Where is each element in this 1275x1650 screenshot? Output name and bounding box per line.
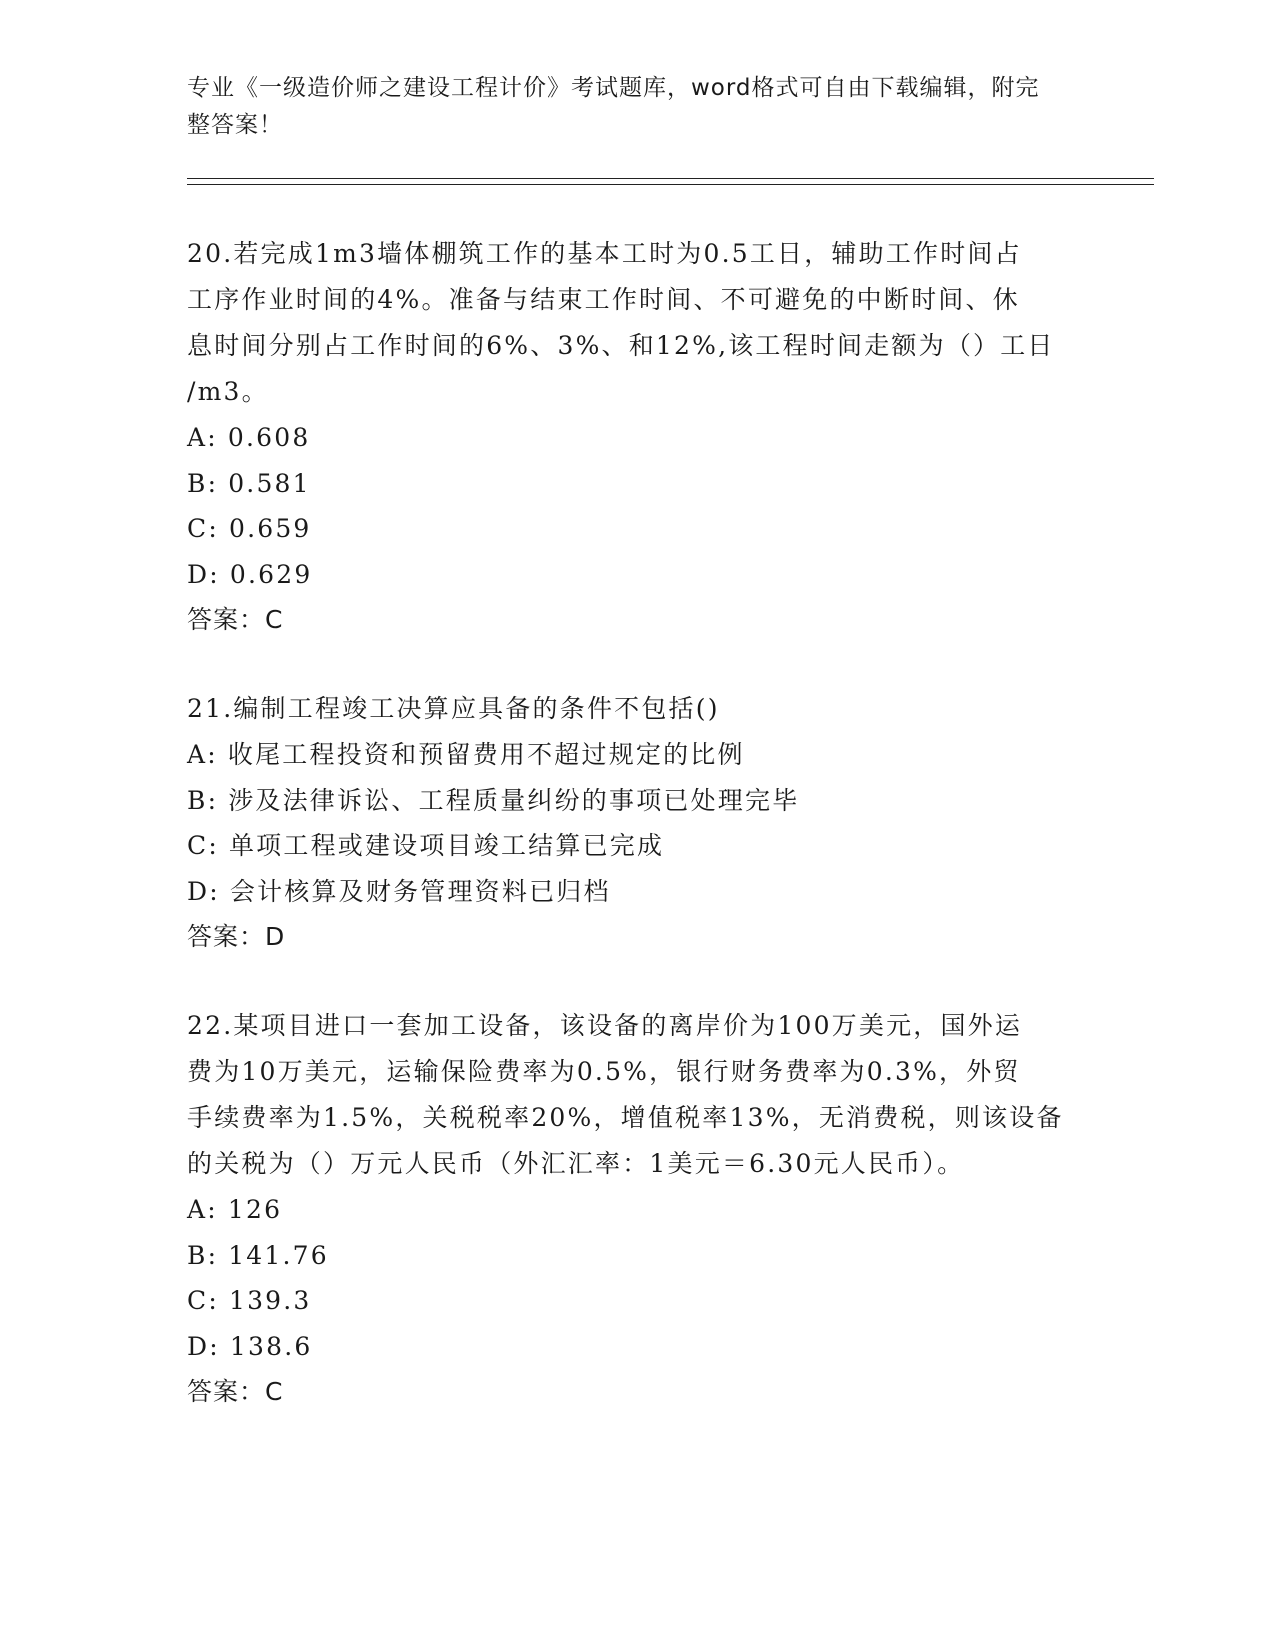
option-separator: :: [208, 831, 219, 860]
question-stem-line: /m3。: [187, 377, 269, 406]
answer-label: 答案：: [187, 1377, 266, 1406]
question-22: [187, 1003, 1087, 1415]
question-stem-line: 息时间分别占工作时间的6%、3%、和12%,该工程时间走额为（）工日: [187, 331, 1055, 360]
option-a: [187, 1187, 1087, 1233]
question-20: [187, 231, 1087, 643]
header-note: [187, 70, 1087, 144]
option-text: 139.3: [228, 1286, 312, 1315]
option-letter: C: [187, 1286, 209, 1315]
option-letter: C: [187, 514, 209, 543]
question-stem-line: 20.若完成1m3墙体棚筑工作的基本工时为0.5工日，辅助工作时间占: [187, 239, 1022, 268]
option-separator: :: [207, 740, 218, 769]
answer-value: D: [265, 922, 286, 951]
option-text: 单项工程或建设项目竣工结算已完成: [228, 831, 665, 860]
option-separator: :: [207, 1240, 219, 1270]
option-text: 会计核算及财务管理资料已归档: [229, 876, 611, 906]
option-text: 涉及法律诉讼、工程质量纠纷的事项已处理完毕: [228, 785, 800, 815]
option-separator: :: [208, 1286, 219, 1315]
option-separator: :: [207, 468, 219, 498]
option-b: [187, 461, 1087, 507]
option-d: [187, 869, 1087, 915]
option-letter: B: [187, 1240, 208, 1270]
option-letter: B: [187, 468, 208, 498]
answer-value: C: [265, 1377, 284, 1406]
option-text: 收尾工程投资和预留费用不超过规定的比例: [227, 740, 745, 769]
header-rule-bottom: [187, 184, 1154, 185]
option-letter: B: [187, 785, 208, 815]
option-d: [187, 1324, 1087, 1370]
answer-line: [187, 597, 1087, 643]
answer-line: [187, 914, 1087, 960]
option-d: [187, 552, 1087, 598]
option-letter: C: [187, 831, 209, 860]
option-a: [187, 732, 1087, 778]
option-separator: :: [209, 876, 220, 906]
option-letter: D: [187, 876, 210, 906]
option-text: 0.629: [229, 559, 313, 589]
option-a: [187, 415, 1087, 461]
answer-value: C: [265, 605, 284, 634]
header-rule-top: [187, 178, 1154, 179]
option-text: 138.6: [229, 1331, 313, 1361]
option-b: [187, 1233, 1087, 1279]
option-separator: :: [209, 1331, 220, 1361]
option-letter: D: [187, 559, 210, 589]
option-text: 0.581: [228, 468, 311, 498]
header-note-line-1: 专业《一级造价师之建设工程计价》考试题库，word格式可自由下载编辑，附完: [187, 75, 1040, 101]
answer-label: 答案：: [187, 922, 266, 951]
option-c: [187, 506, 1087, 552]
option-text: 141.76: [228, 1240, 329, 1270]
option-separator: :: [207, 423, 218, 452]
question-stem-line: 21.编制工程竣工决算应具备的条件不包括(): [187, 694, 720, 723]
question-stem-line: 22.某项目进口一套加工设备，该设备的离岸价为100万美元，国外运: [187, 1011, 1023, 1040]
answer-line: [187, 1369, 1087, 1415]
option-text: 0.659: [228, 514, 312, 543]
option-b: [187, 778, 1087, 824]
question-stem-line: 手续费率为1.5%，关税税率20%，增值税率13%，无消费税，则该设备: [187, 1103, 1064, 1132]
option-c: [187, 1278, 1087, 1324]
option-separator: :: [208, 514, 219, 543]
option-letter: A: [187, 740, 208, 769]
question-stem-line: 费为10万美元，运输保险费率为0.5%，银行财务费率为0.3%，外贸: [187, 1057, 1021, 1086]
question-stem-line: 工序作业时间的4%。准备与结束工作时间、不可避免的中断时间、休: [187, 285, 1020, 314]
question-stem-line: 的关税为（）万元人民币（外汇汇率：1美元＝6.30元人民币）。: [187, 1149, 965, 1178]
question-list: [187, 231, 1087, 1458]
question-21: [187, 686, 1087, 960]
header-note-line-2: 整答案！: [187, 112, 283, 138]
option-separator: :: [209, 559, 220, 589]
option-letter: A: [187, 423, 208, 452]
option-letter: A: [187, 1195, 208, 1224]
option-text: 0.608: [227, 423, 311, 452]
option-c: [187, 823, 1087, 869]
option-letter: D: [187, 1331, 210, 1361]
answer-label: 答案：: [187, 605, 266, 634]
option-separator: :: [207, 785, 219, 815]
option-separator: :: [207, 1195, 218, 1224]
option-text: 126: [227, 1195, 283, 1224]
